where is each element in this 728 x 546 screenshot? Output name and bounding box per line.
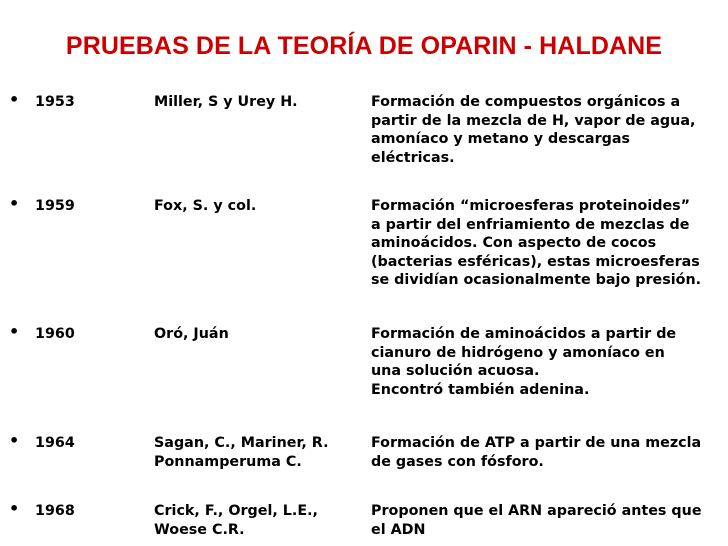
entry-year: 1964 [35,435,75,451]
description-line: Formación “microesferas proteinoides” [371,198,691,214]
entry-year: 1953 [35,94,75,110]
entry-author [154,325,229,344]
description-line: a partir del enfriamiento de mezclas de [371,216,690,233]
author-line: Fox, S. y col. [154,198,257,214]
description-line: partir de la mezcla de H, vapor de agua, [371,112,696,129]
entry-author [154,434,329,471]
description-line: Formación de ATP a partir de una mezcla [371,435,702,451]
bullet-icon: • [9,90,20,109]
description-line: se dividían ocasionalmente bajo presión. [371,272,702,288]
entry-description [371,502,726,539]
entry-year: 1960 [35,326,75,342]
entry-description [371,197,726,290]
description-line: el ADN [371,521,426,538]
entry-author [154,502,318,539]
bullet-icon: • [9,322,20,341]
description-line: aminoácidos. Con aspecto de cocos [371,235,657,251]
description-line: (bacterias esféricas), estas microesferas [371,253,700,270]
entry-author [154,197,256,216]
author-line: Miller, S y Urey H. [154,94,298,110]
author-line: Crick, F., Orgel, L.E., [154,503,318,519]
author-line: Woese C.R. [154,521,245,538]
description-line: Proponen que el ARN apareció antes que [371,503,702,519]
author-line: Ponnamperuma C. [154,453,302,470]
author-line: Sagan, C., Mariner, R. [154,435,329,451]
description-line: Formación de aminoácidos a partir de [371,326,677,342]
description-line: de gases con fósforo. [371,453,544,470]
bullet-icon: • [9,431,20,450]
description-line: Formación de compuestos orgánicos a [371,94,681,110]
bullet-icon: • [9,194,20,213]
description-line: amoníaco y metano y descargas [371,131,631,147]
entry-author [154,93,298,112]
description-line: una solución acuosa. [371,363,540,379]
page-title: PRUEBAS DE LA TEORÍA DE OPARIN - HALDANE [65,32,663,60]
entry-description [371,434,726,471]
entry-year: 1959 [35,198,75,214]
entry-description [371,93,726,167]
entry-year: 1968 [35,503,75,519]
description-line: Encontró también adenina. [371,381,590,398]
author-line: Oró, Juán [154,326,229,342]
description-line: cianuro de hidrógeno y amoníaco en [371,344,665,361]
entry-description [371,325,726,399]
bullet-icon: • [9,499,20,518]
description-line: eléctricas. [371,149,455,166]
